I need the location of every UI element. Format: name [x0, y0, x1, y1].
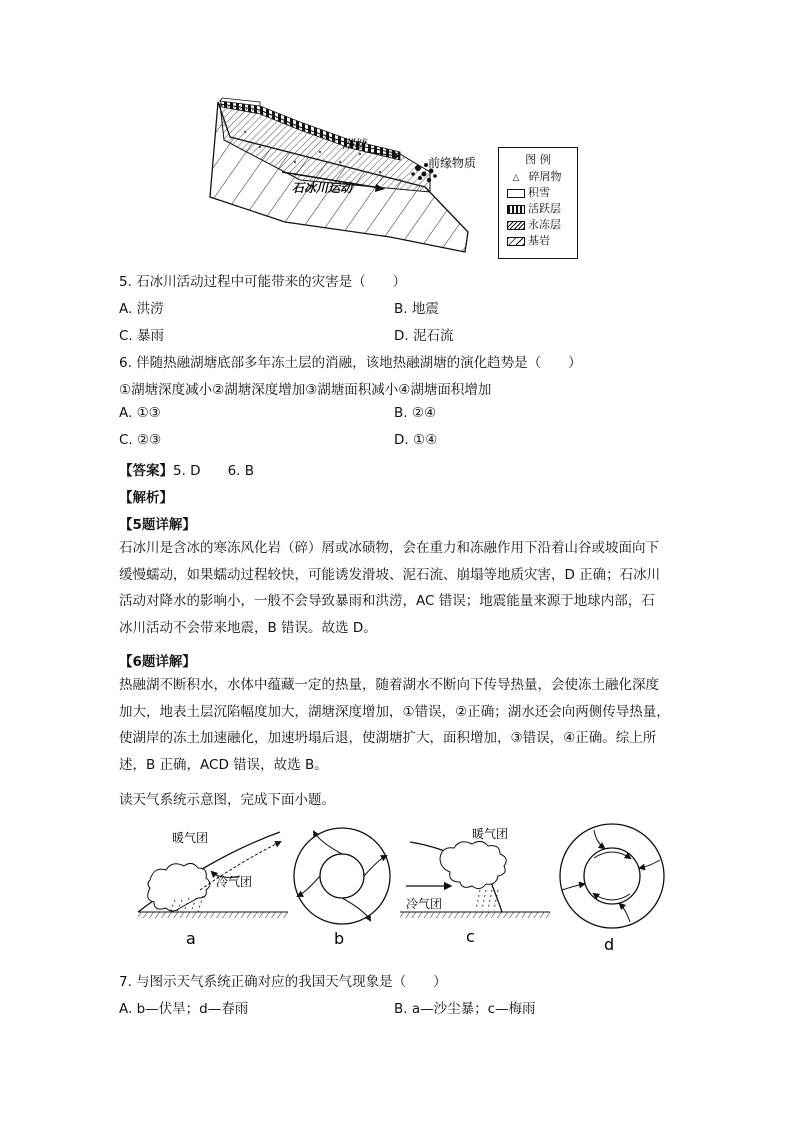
lake-label: 湖塘: [342, 137, 367, 151]
q6-option-a: A. ①③: [119, 405, 161, 421]
legend-item-debris: △ 碎屑物: [507, 168, 562, 184]
q6-stem: 6. 伴随热融湖塘底部多年冻土层的消融，该地热融湖塘的演化趋势是（ ）: [119, 355, 582, 371]
answer-line: [119, 459, 254, 479]
debris-icon: △: [512, 173, 520, 183]
cold-air-label-a: 冷气团: [216, 875, 253, 889]
letter-d: d: [604, 935, 615, 954]
answer-values: 5. D 6. B: [173, 463, 254, 479]
q6-option-c: C. ②③: [119, 432, 162, 448]
q6-statements: ①湖塘深度减小②湖塘深度增加③湖塘面积减小④湖塘面积增加: [119, 382, 492, 398]
q6-detail-text: 热融湖不断积水，水体中蕴藏一定的热量，随着湖水不断向下传导热量，会使冻土融化深度 加大，地表土层沉陷幅度加大，湖塘深度增加，①错误，②正确；湖水还会向两侧传导热量， 使湖岸的冻土加速融化，加速坍塌后退，使湖塘扩大，面积增加，③错误，④正确。综上所 述，B 正确，ACD 错误，故选 B。: [119, 677, 670, 773]
diagram-d-cyclone: [560, 824, 664, 954]
letter-a: a: [186, 929, 196, 948]
diagram-b-anticyclone: [294, 828, 390, 948]
weather-systems-figure: [120, 820, 680, 960]
q6-option-b: B. ②④: [394, 405, 437, 421]
cold-air-label-c: 冷气团: [406, 897, 443, 911]
q5-option-c: C. 暴雨: [119, 328, 165, 344]
permafrost-swatch-icon: [507, 221, 525, 230]
q7-option-a: A. b—伏旱；d—春雨: [119, 1001, 249, 1017]
front-material-label: 前缘物质: [428, 156, 477, 170]
legend-title: 图 例: [525, 153, 551, 166]
figure1-legend: [498, 147, 578, 259]
cloud-a: [148, 863, 210, 911]
diagram-c-cold-front: [400, 826, 550, 946]
q5-stem: 5. 石冰川活动过程中可能带来的灾害是（ ）: [119, 274, 407, 290]
q6-option-d: D. ①④: [394, 432, 438, 448]
answer-label: 【答案】: [119, 463, 173, 479]
q6-detail-label: 【6题详解】: [119, 654, 196, 670]
weather-intro: 读天气系统示意图，完成下面小题。: [119, 792, 335, 808]
q7-stem: 7. 与图示天气系统正确对应的我国天气现象是（ ）: [119, 974, 447, 990]
q5-option-b: B. 地震: [394, 301, 439, 317]
legend-item-active-layer: 活跃层: [507, 200, 561, 216]
q5-detail-label: 【5题详解】: [119, 517, 196, 533]
snow-swatch-icon: [507, 189, 525, 198]
active-layer-swatch-icon: [507, 205, 525, 214]
diagram-a-warm-front: [138, 830, 288, 948]
q5-option-d: D. 泥石流: [394, 328, 454, 344]
legend-item-snow: 积雪: [507, 184, 550, 200]
q7-option-b: B. a—沙尘暴；c—梅雨: [394, 1001, 536, 1017]
glacier-flow-label: 石冰川运动: [292, 181, 353, 195]
analysis-label: 【解析】: [119, 490, 173, 506]
cloud-c: [440, 841, 506, 888]
legend-item-permafrost: 永冻层: [507, 216, 561, 232]
warm-air-label-c: 暖气团: [472, 827, 509, 841]
letter-b: b: [334, 929, 345, 948]
q5-detail-text: 石冰川是含冰的寒冻风化岩（碎）屑或冰碛物，会在重力和冻融作用下沿着山谷或坡面向下 缓慢蠕动，如果蠕动过程较快，可能诱发滑坡、泥石流、崩塌等地质灾害，D 正确；石冰川 活动对降水的影响小，一般不会导致暴雨和洪涝，AC 错误；地震能量来源于地球内部，石 冰川活动不会带来地震，B 错误。故选 D。: [119, 540, 661, 636]
legend-item-bedrock: 基岩: [507, 232, 550, 248]
bedrock-swatch-icon: [507, 237, 525, 246]
warm-air-label-a: 暖气团: [172, 831, 209, 845]
letter-c: c: [466, 927, 475, 946]
q5-option-a: A. 洪涝: [119, 301, 164, 317]
